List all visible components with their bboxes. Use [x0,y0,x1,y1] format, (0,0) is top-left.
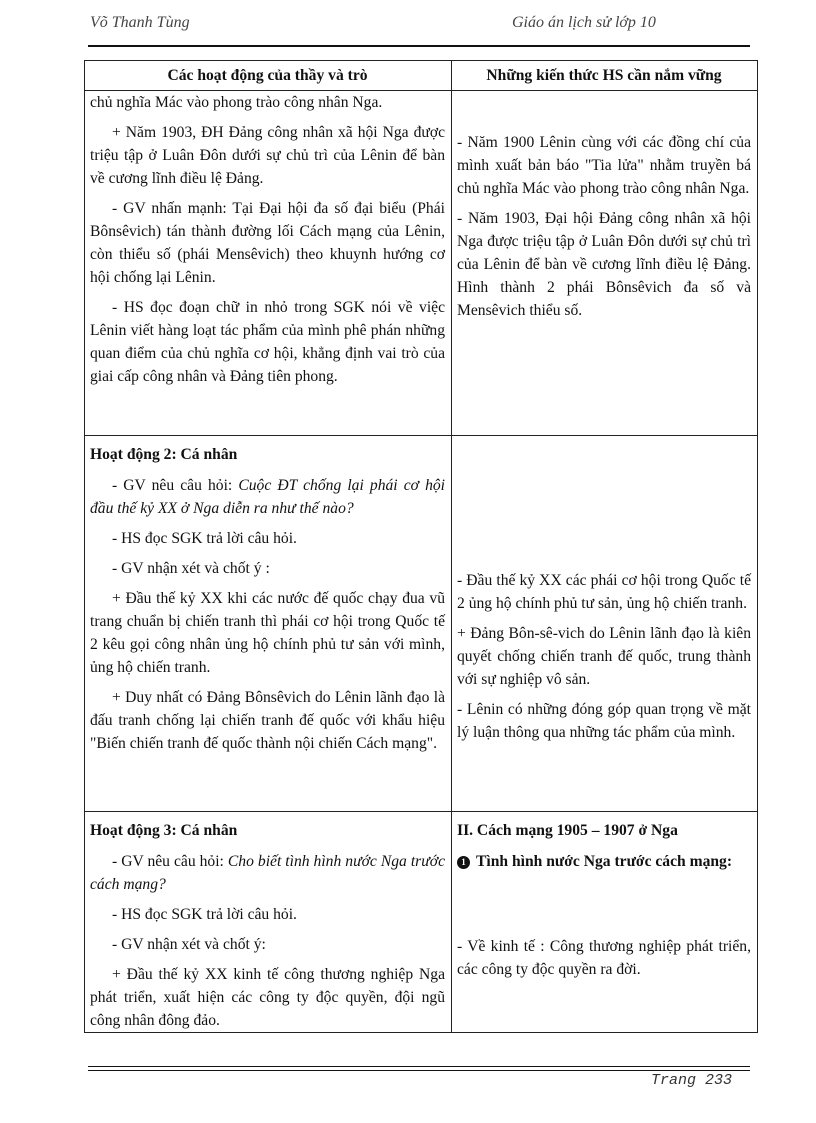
header-rule [88,45,750,47]
paragraph: - GV nhận xét và chốt ý : [112,560,270,577]
paragraph: - GV nhận xét và chốt ý: [112,936,266,953]
knowledge-cell [452,436,758,812]
activities-cell [85,436,452,812]
lesson-table [84,60,758,1033]
section-heading: II. Cách mạng 1905 – 1907 ở Nga [457,822,678,839]
activities-cell [85,812,452,1033]
paragraph: - GV nhấn mạnh: Tại Đại hội đa số đại biểu (Phái Bônsêvich) tán thành đường lối Cách mạng của Lênin, còn thiểu số (phái Mensêvich) theo khuynh hướng cơ hội chống lại Lênin. [90,200,445,286]
question-paragraph [90,850,445,896]
paragraph: + Đầu thế kỷ XX kinh tế công thương nghiệp Nga phát triển, xuất hiện các công ty độc quyền, đội ngũ công nhân đông đảo. [90,966,445,1029]
question-prefix: - GV nêu câu hỏi: [112,477,239,494]
activities-cell [85,91,452,436]
header-author: Võ Thanh Tùng [90,14,190,31]
footer-rule [88,1066,750,1067]
paragraph: - HS đọc SGK trả lời câu hỏi. [112,530,297,547]
subheading-text: Tình hình nước Nga trước cách mạng: [476,853,733,870]
paragraph: + Duy nhất có Đảng Bônsêvich do Lênin lãnh đạo là đấu tranh chống lại chiến tranh đế quốc với khẩu hiệu "Biến chiến tranh đế quốc thành nội chiến Cách mạng". [90,689,445,752]
table-header-row [85,61,758,91]
column-header-knowledge: Những kiến thức HS cần nắm vững [452,61,758,91]
activity-title: Hoạt động 3: Cá nhân [90,822,238,839]
question-prefix: - GV nêu câu hỏi: [112,853,228,870]
paragraph: + Đầu thế kỷ XX khi các nước đế quốc chạy đua vũ trang chuẩn bị chiến tranh thì phái cơ hội trong Quốc tế 2 kêu gọi công nhân ủng hộ chính phủ tư sản với mình, ủng hộ chiến tranh. [90,590,445,676]
paragraph: - HS đọc SGK trả lời câu hỏi. [112,906,297,923]
paragraph: chủ nghĩa Mác vào phong trào công nhân Nga. [90,94,383,111]
table-row [85,436,758,812]
table-row [85,812,758,1033]
knowledge-cell [452,91,758,436]
activity-title: Hoạt động 2: Cá nhân [90,446,238,463]
paragraph: - Về kinh tế : Công thương nghiệp phát triển, các công ty độc quyền ra đời. [457,938,751,978]
paragraph: - Năm 1900 Lênin cùng với các đồng chí của mình xuất bản báo "Tia lửa" nhằm truyền bá chủ nghĩa Mác vào phong trào công nhân Nga. [457,134,751,197]
paragraph: - Lênin có những đóng góp quan trọng về mặt lý luận thông qua những tác phẩm của mình. [457,701,751,741]
paragraph: - Đầu thế kỷ XX các phái cơ hội trong Quốc tế 2 ủng hộ chính phủ tư sản, ủng hộ chiến tranh. [457,572,751,612]
table-row [85,91,758,436]
paragraph: + Năm 1903, ĐH Đảng công nhân xã hội Nga được triệu tập ở Luân Đôn dưới sự chủ trì của Lênin để bàn về cương lĩnh điều lệ Đảng. [90,124,445,187]
footer-rule [88,1070,750,1071]
section-subheading [457,850,751,873]
paragraph: - Năm 1903, Đại hội Đảng công nhân xã hội Nga được triệu tập ở Luân Đôn dưới sự chủ trì của Lênin để bàn về cương lĩnh điều lệ Đảng. Hình thành 2 phái Bônsêvich đa số và Mensêvich thiểu số. [457,210,751,319]
question-text: Cuộc ĐT chống lại phái cơ hội đầu thế kỷ XX ở Nga diễn ra như thế nào? [90,477,445,517]
question-text: Cho biết tình hình nước Nga trước cách mạng? [90,853,445,893]
header-subject: Giáo án lịch sử lớp 10 [512,14,656,31]
question-paragraph [90,474,445,520]
paragraph: - HS đọc đoạn chữ in nhỏ trong SGK nói về việc Lênin viết hàng loạt tác phẩm của mình phê phán những quan điểm của chủ nghĩa cơ hội, khẳng định vai trò của giai cấp công nhân và Đảng tiên phong. [90,299,445,385]
page-number: Trang 233 [651,1072,733,1089]
numbered-bullet-icon: 1 [457,856,470,869]
column-header-activities: Các hoạt động của thầy và trò [85,61,452,91]
paragraph: + Đảng Bôn-sê-vich do Lênin lãnh đạo là kiên quyết chống chiến tranh đế quốc, trung thành với sự nghiệp vô sản. [457,625,751,688]
knowledge-cell [452,812,758,1033]
